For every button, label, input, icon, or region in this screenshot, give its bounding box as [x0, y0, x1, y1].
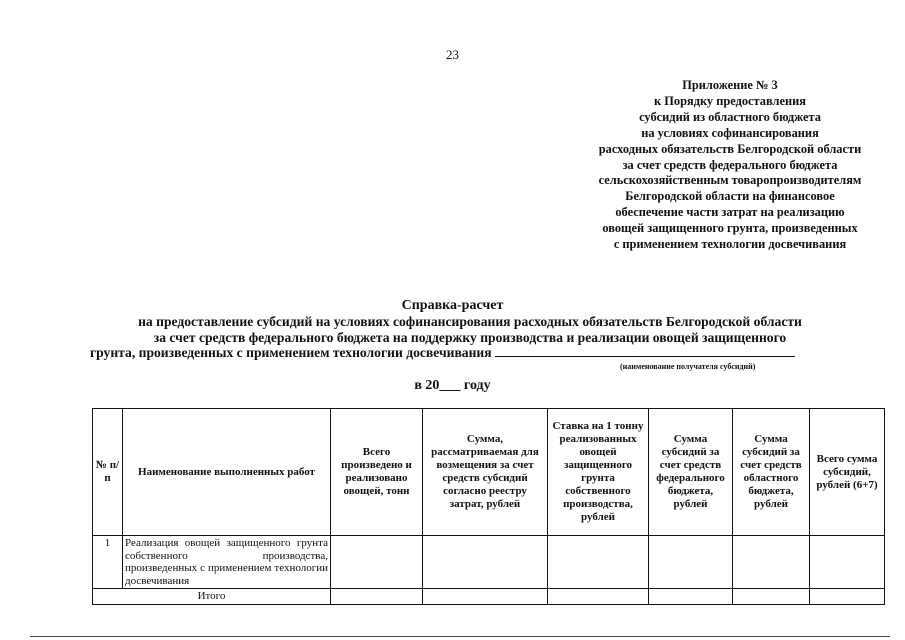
subtitle-line-3 [80, 345, 860, 361]
subtitle-line-2: за счет средств федерального бюджета на поддержку производства и реализации овощей защищенного [153, 329, 787, 345]
appendix-header [560, 78, 900, 253]
row-cell[interactable] [423, 536, 548, 589]
total-cell[interactable] [423, 589, 548, 605]
total-cell[interactable] [733, 589, 810, 605]
total-cell[interactable] [649, 589, 733, 605]
header-regional: Сумма субсидий за счет средств областного бюджета, рублей [733, 409, 810, 536]
calculation-table [92, 408, 885, 605]
row-cell[interactable] [733, 536, 810, 589]
appendix-line: сельскохозяйственным товаропроизводителям [598, 173, 862, 188]
appendix-line: Белгородской области на финансовое [625, 189, 835, 204]
total-cell[interactable] [548, 589, 649, 605]
appendix-line: овощей защищенного грунта, произведенных [602, 221, 858, 236]
header-volume: Всего произведено и реализовано овощей, тонн [331, 409, 423, 536]
recipient-blank [495, 346, 795, 357]
total-cell[interactable] [331, 589, 423, 605]
bottom-rule [30, 636, 890, 637]
header-total: Всего сумма субсидий, рублей (6+7) [810, 409, 885, 536]
subtitle-line-3-text: грунта, произведенных с применением технологии досвечивания [90, 345, 492, 361]
appendix-line: обеспечение части затрат на реализацию [615, 205, 845, 220]
table-row [93, 536, 885, 589]
header-num: № п/п [93, 409, 123, 536]
year-line: в 20___ году [414, 378, 491, 393]
subtitle-line-1: на предоставление субсидий на условиях софинансирования расходных обязательств Белгородской области [138, 314, 802, 329]
appendix-line: за счет средств федерального бюджета [622, 157, 838, 172]
row-cell[interactable] [548, 536, 649, 589]
appendix-line: к Порядку предоставления [654, 93, 806, 108]
page-number: 23 [446, 47, 459, 62]
appendix-line: расходных обязательств Белгородской области [598, 141, 862, 156]
row-work: Реализация овощей защищенного грунта собственного производства, произведенных с применением технологии досвечивания [123, 536, 331, 589]
table-total-row [93, 589, 885, 605]
appendix-line: субсидий из областного бюджета [639, 109, 821, 124]
header-cost-sum: Сумма, рассматриваемая для возмещения за счет средств субсидий согласно реестру затрат, рублей [423, 409, 548, 536]
header-federal: Сумма субсидий за счет средств федерального бюджета, рублей [649, 409, 733, 536]
document-subtitle [80, 314, 860, 361]
total-cell[interactable] [810, 589, 885, 605]
document-title: Справка-расчет [401, 298, 504, 313]
header-rate: Ставка на 1 тонну реализованных овощей защищенного грунта собственного производства, рублей [548, 409, 649, 536]
header-work: Наименование выполненных работ [123, 409, 331, 536]
row-cell[interactable] [331, 536, 423, 589]
row-cell[interactable] [649, 536, 733, 589]
row-num: 1 [93, 536, 123, 589]
table-header-row [93, 409, 885, 536]
total-label: Итого [93, 589, 331, 605]
appendix-line: на условиях софинансирования [641, 125, 819, 140]
appendix-line: Приложение № 3 [682, 78, 778, 92]
recipient-caption: (наименование получателя субсидий) [620, 362, 756, 371]
appendix-line: с применением технологии досвечивания [613, 237, 847, 252]
row-cell[interactable] [810, 536, 885, 589]
